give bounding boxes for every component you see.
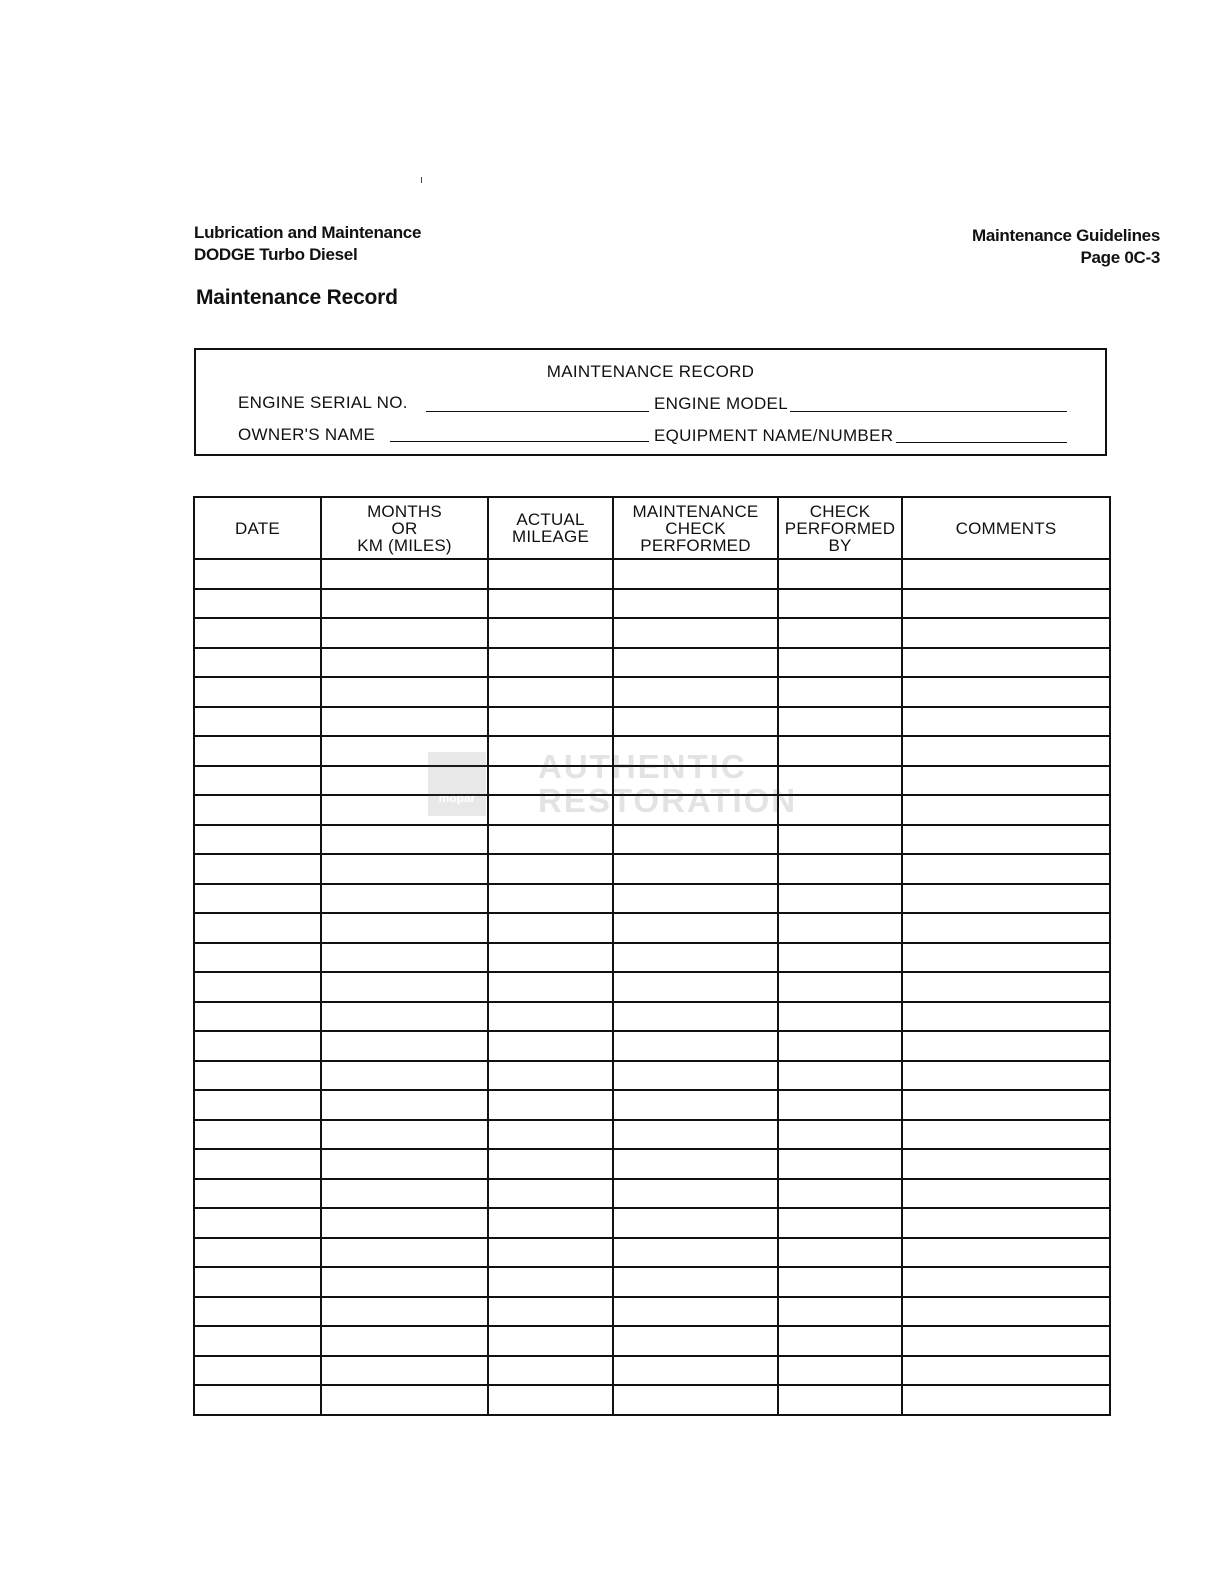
table-cell[interactable] <box>488 736 613 766</box>
record-info-box <box>194 348 1107 456</box>
table-cell[interactable] <box>778 825 902 855</box>
watermark-line: AUTHENTIC <box>538 748 747 785</box>
table-cell[interactable] <box>778 1149 902 1179</box>
table-row <box>194 1297 1110 1327</box>
table-cell[interactable] <box>321 825 488 855</box>
table-cell[interactable] <box>488 1326 613 1356</box>
table-cell[interactable] <box>613 677 778 707</box>
table-cell[interactable] <box>194 913 321 943</box>
table-cell[interactable] <box>778 736 902 766</box>
column-header-date <box>194 497 321 559</box>
table-cell[interactable] <box>902 766 1110 796</box>
table-cell[interactable] <box>778 1385 902 1415</box>
engine-model-field[interactable] <box>790 411 1067 412</box>
header-line: DATE <box>235 518 280 538</box>
table-cell[interactable] <box>488 1385 613 1415</box>
table-cell[interactable] <box>321 618 488 648</box>
table-cell[interactable] <box>613 589 778 619</box>
table-header-row <box>194 497 1110 559</box>
table-cell[interactable] <box>194 589 321 619</box>
table-row <box>194 618 1110 648</box>
table-cell[interactable] <box>778 1090 902 1120</box>
table-cell[interactable] <box>778 884 902 914</box>
table-cell[interactable] <box>613 1090 778 1120</box>
table-row <box>194 1149 1110 1179</box>
table-cell[interactable] <box>613 766 778 796</box>
table-cell[interactable] <box>321 589 488 619</box>
owner-name-field[interactable] <box>390 441 649 442</box>
table-cell[interactable] <box>488 648 613 678</box>
table-cell[interactable] <box>321 972 488 1002</box>
table-cell[interactable] <box>613 1149 778 1179</box>
table-cell[interactable] <box>321 1061 488 1091</box>
table-cell[interactable] <box>194 1238 321 1268</box>
header-line: CHECK <box>809 501 871 521</box>
table-cell[interactable] <box>902 736 1110 766</box>
table-cell[interactable] <box>488 1120 613 1150</box>
table-cell[interactable] <box>778 559 902 589</box>
table-cell[interactable] <box>194 1326 321 1356</box>
table-cell[interactable] <box>613 825 778 855</box>
table-cell[interactable] <box>488 795 613 825</box>
table-cell[interactable] <box>613 1002 778 1032</box>
table-cell[interactable] <box>321 1238 488 1268</box>
table-row <box>194 1208 1110 1238</box>
table-body <box>194 559 1110 1415</box>
table-cell[interactable] <box>613 1208 778 1238</box>
table-cell[interactable] <box>778 1179 902 1209</box>
table-cell[interactable] <box>902 707 1110 737</box>
table-cell[interactable] <box>778 1031 902 1061</box>
table-cell[interactable] <box>902 1149 1110 1179</box>
table-cell[interactable] <box>902 913 1110 943</box>
table-cell[interactable] <box>194 766 321 796</box>
header-line: ACTUAL <box>516 510 585 529</box>
table-cell[interactable] <box>778 1002 902 1032</box>
table-cell[interactable] <box>488 766 613 796</box>
table-cell[interactable] <box>613 1356 778 1386</box>
table-cell[interactable] <box>613 884 778 914</box>
table-cell[interactable] <box>488 913 613 943</box>
table-cell[interactable] <box>194 1208 321 1238</box>
table-cell[interactable] <box>194 825 321 855</box>
owner-name-label: OWNER'S NAME <box>238 425 376 444</box>
table-cell[interactable] <box>778 1238 902 1268</box>
table-cell[interactable] <box>778 707 902 737</box>
table-cell[interactable] <box>488 943 613 973</box>
engine-serial-field[interactable] <box>426 411 649 412</box>
table-cell[interactable] <box>488 1238 613 1268</box>
table-cell[interactable] <box>778 913 902 943</box>
table-row <box>194 707 1110 737</box>
table-cell[interactable] <box>194 648 321 678</box>
table-cell[interactable] <box>488 677 613 707</box>
stray-mark <box>421 177 422 183</box>
header-right <box>972 225 1160 269</box>
table-row <box>194 943 1110 973</box>
table-row <box>194 1267 1110 1297</box>
table-cell[interactable] <box>321 1031 488 1061</box>
table-cell[interactable] <box>778 1061 902 1091</box>
table-cell[interactable] <box>488 589 613 619</box>
table-cell[interactable] <box>902 559 1110 589</box>
table-cell[interactable] <box>194 1267 321 1297</box>
page-title: Maintenance Record <box>196 286 398 309</box>
table-cell[interactable] <box>902 1297 1110 1327</box>
table-cell[interactable] <box>902 1061 1110 1091</box>
table-row <box>194 677 1110 707</box>
table-cell[interactable] <box>778 648 902 678</box>
table-cell[interactable] <box>613 795 778 825</box>
table-cell[interactable] <box>321 1179 488 1209</box>
table-cell[interactable] <box>194 1061 321 1091</box>
table-cell[interactable] <box>194 559 321 589</box>
table-cell[interactable] <box>902 1326 1110 1356</box>
table-cell[interactable] <box>778 589 902 619</box>
table-cell[interactable] <box>194 1356 321 1386</box>
table-cell[interactable] <box>321 1385 488 1415</box>
table-cell[interactable] <box>321 648 488 678</box>
table-row <box>194 1385 1110 1415</box>
table-cell[interactable] <box>902 1267 1110 1297</box>
table-cell[interactable] <box>321 884 488 914</box>
table-cell[interactable] <box>778 854 902 884</box>
table-row <box>194 854 1110 884</box>
table-cell[interactable] <box>902 854 1110 884</box>
table-cell[interactable] <box>613 618 778 648</box>
table-cell[interactable] <box>902 884 1110 914</box>
table-cell[interactable] <box>321 559 488 589</box>
table-cell[interactable] <box>321 913 488 943</box>
table-row <box>194 1061 1110 1091</box>
table-cell[interactable] <box>778 618 902 648</box>
table-cell[interactable] <box>321 943 488 973</box>
table-row <box>194 1002 1110 1032</box>
table-cell[interactable] <box>321 677 488 707</box>
table-cell[interactable] <box>321 1208 488 1238</box>
table-cell[interactable] <box>194 736 321 766</box>
table-cell[interactable] <box>321 707 488 737</box>
table-cell[interactable] <box>613 707 778 737</box>
table-row <box>194 825 1110 855</box>
table-cell[interactable] <box>613 736 778 766</box>
table-row <box>194 736 1110 766</box>
table-cell[interactable] <box>902 1208 1110 1238</box>
table-cell[interactable] <box>194 1090 321 1120</box>
table-cell[interactable] <box>902 1356 1110 1386</box>
table-cell[interactable] <box>902 943 1110 973</box>
table-row <box>194 648 1110 678</box>
table-cell[interactable] <box>613 1267 778 1297</box>
table-row <box>194 1326 1110 1356</box>
table-row <box>194 1031 1110 1061</box>
table-cell[interactable] <box>321 854 488 884</box>
table-cell[interactable] <box>321 736 488 766</box>
table-cell[interactable] <box>488 854 613 884</box>
header-line: OR <box>391 518 418 538</box>
table-cell[interactable] <box>902 1090 1110 1120</box>
table-cell[interactable] <box>613 972 778 1002</box>
table-cell[interactable] <box>321 1356 488 1386</box>
table-cell[interactable] <box>194 618 321 648</box>
mopar-logo-icon: mopar <box>428 752 486 816</box>
header-line: MONTHS <box>367 501 442 521</box>
table-cell[interactable] <box>194 972 321 1002</box>
column-header-comments <box>902 497 1110 559</box>
table-cell[interactable] <box>488 707 613 737</box>
column-header-interval <box>321 497 488 559</box>
table-row <box>194 766 1110 796</box>
table-cell[interactable] <box>778 1208 902 1238</box>
table-cell[interactable] <box>194 854 321 884</box>
table-cell[interactable] <box>902 648 1110 678</box>
table-cell[interactable] <box>902 1031 1110 1061</box>
table-cell[interactable] <box>613 1120 778 1150</box>
header-section: Maintenance Guidelines <box>971 226 1160 245</box>
table-row <box>194 1238 1110 1268</box>
table-cell[interactable] <box>488 1356 613 1386</box>
table-cell[interactable] <box>194 1031 321 1061</box>
table-row <box>194 795 1110 825</box>
header-line: PERFORMED <box>640 535 751 555</box>
table-cell[interactable] <box>613 1031 778 1061</box>
table-cell[interactable] <box>902 972 1110 1002</box>
table-cell[interactable] <box>321 1090 488 1120</box>
table-cell[interactable] <box>613 1385 778 1415</box>
table-cell[interactable] <box>321 1002 488 1032</box>
engine-serial-label: ENGINE SERIAL NO. <box>238 393 408 412</box>
header-left <box>194 222 421 266</box>
equipment-field[interactable] <box>896 442 1067 443</box>
table-cell[interactable] <box>488 1267 613 1297</box>
table-cell[interactable] <box>778 677 902 707</box>
table-cell[interactable] <box>613 1179 778 1209</box>
table-cell[interactable] <box>613 1238 778 1268</box>
table-row <box>194 913 1110 943</box>
table-cell[interactable] <box>194 677 321 707</box>
column-header-mileage <box>488 497 613 559</box>
table-cell[interactable] <box>321 766 488 796</box>
table-cell[interactable] <box>902 618 1110 648</box>
table-row <box>194 1179 1110 1209</box>
table-cell[interactable] <box>321 1326 488 1356</box>
table-row <box>194 884 1110 914</box>
engine-model-label: ENGINE MODEL <box>654 394 788 413</box>
table-cell[interactable] <box>488 1297 613 1327</box>
maintenance-log-table <box>193 496 1111 1416</box>
table-cell[interactable] <box>902 677 1110 707</box>
table-cell[interactable] <box>194 1297 321 1327</box>
table-cell[interactable] <box>194 707 321 737</box>
header-page-number: Page 0C-3 <box>1080 248 1160 267</box>
table-cell[interactable] <box>321 1120 488 1150</box>
table-cell[interactable] <box>902 589 1110 619</box>
table-cell[interactable] <box>194 795 321 825</box>
header-line: BY <box>828 535 852 555</box>
table-cell[interactable] <box>613 943 778 973</box>
header-line: KM (MILES) <box>357 535 452 555</box>
table-cell[interactable] <box>902 825 1110 855</box>
table-cell[interactable] <box>488 972 613 1002</box>
table-cell[interactable] <box>321 795 488 825</box>
table-cell[interactable] <box>778 795 902 825</box>
header-line: CHECK <box>665 518 726 538</box>
table-row <box>194 1090 1110 1120</box>
table-cell[interactable] <box>902 1385 1110 1415</box>
column-header-performed-by <box>778 497 902 559</box>
table-row <box>194 1356 1110 1386</box>
watermark-line: RESTORATION <box>538 782 798 819</box>
table-cell[interactable] <box>194 943 321 973</box>
table-cell[interactable] <box>778 1120 902 1150</box>
column-header-check <box>613 497 778 559</box>
header-manual-title: Lubrication and Maintenance <box>194 223 422 242</box>
table-row <box>194 972 1110 1002</box>
table-cell[interactable] <box>488 825 613 855</box>
table-cell[interactable] <box>778 1297 902 1327</box>
header-line: MAINTENANCE <box>632 501 759 521</box>
table-cell[interactable] <box>488 559 613 589</box>
table-cell[interactable] <box>321 1297 488 1327</box>
table-cell[interactable] <box>321 1149 488 1179</box>
table-cell[interactable] <box>613 854 778 884</box>
table-cell[interactable] <box>488 618 613 648</box>
table-cell[interactable] <box>778 943 902 973</box>
table-cell[interactable] <box>902 795 1110 825</box>
equipment-label: EQUIPMENT NAME/NUMBER <box>654 426 894 445</box>
table-cell[interactable] <box>194 1002 321 1032</box>
table-cell[interactable] <box>488 884 613 914</box>
table-cell[interactable] <box>902 1002 1110 1032</box>
table-cell[interactable] <box>488 1061 613 1091</box>
table-cell[interactable] <box>488 1031 613 1061</box>
table-row <box>194 559 1110 589</box>
table-cell[interactable] <box>321 1267 488 1297</box>
table-cell[interactable] <box>902 1120 1110 1150</box>
header-line: COMMENTS <box>955 518 1057 538</box>
header-line: MILEAGE <box>512 527 589 546</box>
table-cell[interactable] <box>488 1179 613 1209</box>
header-line: PERFORMED <box>784 518 896 538</box>
table-cell[interactable] <box>778 1356 902 1386</box>
table-cell[interactable] <box>194 1385 321 1415</box>
table-cell[interactable] <box>488 1002 613 1032</box>
table-cell[interactable] <box>194 1149 321 1179</box>
table-cell[interactable] <box>613 648 778 678</box>
table-cell[interactable] <box>613 913 778 943</box>
table-row <box>194 589 1110 619</box>
table-cell[interactable] <box>194 1179 321 1209</box>
table-cell[interactable] <box>488 1208 613 1238</box>
table-cell[interactable] <box>778 972 902 1002</box>
table-cell[interactable] <box>902 1179 1110 1209</box>
table-cell[interactable] <box>778 1267 902 1297</box>
table-cell[interactable] <box>902 1238 1110 1268</box>
table-cell[interactable] <box>613 1297 778 1327</box>
table-cell[interactable] <box>488 1149 613 1179</box>
table-cell[interactable] <box>613 1326 778 1356</box>
table-cell[interactable] <box>613 559 778 589</box>
table-row <box>194 1120 1110 1150</box>
table-cell[interactable] <box>613 1061 778 1091</box>
table-cell[interactable] <box>194 1120 321 1150</box>
table-cell[interactable] <box>778 766 902 796</box>
header-vehicle: DODGE Turbo Diesel <box>194 245 358 264</box>
table-cell[interactable] <box>194 884 321 914</box>
record-box-title: MAINTENANCE RECORD <box>546 362 755 381</box>
table-cell[interactable] <box>488 1090 613 1120</box>
table-cell[interactable] <box>778 1326 902 1356</box>
